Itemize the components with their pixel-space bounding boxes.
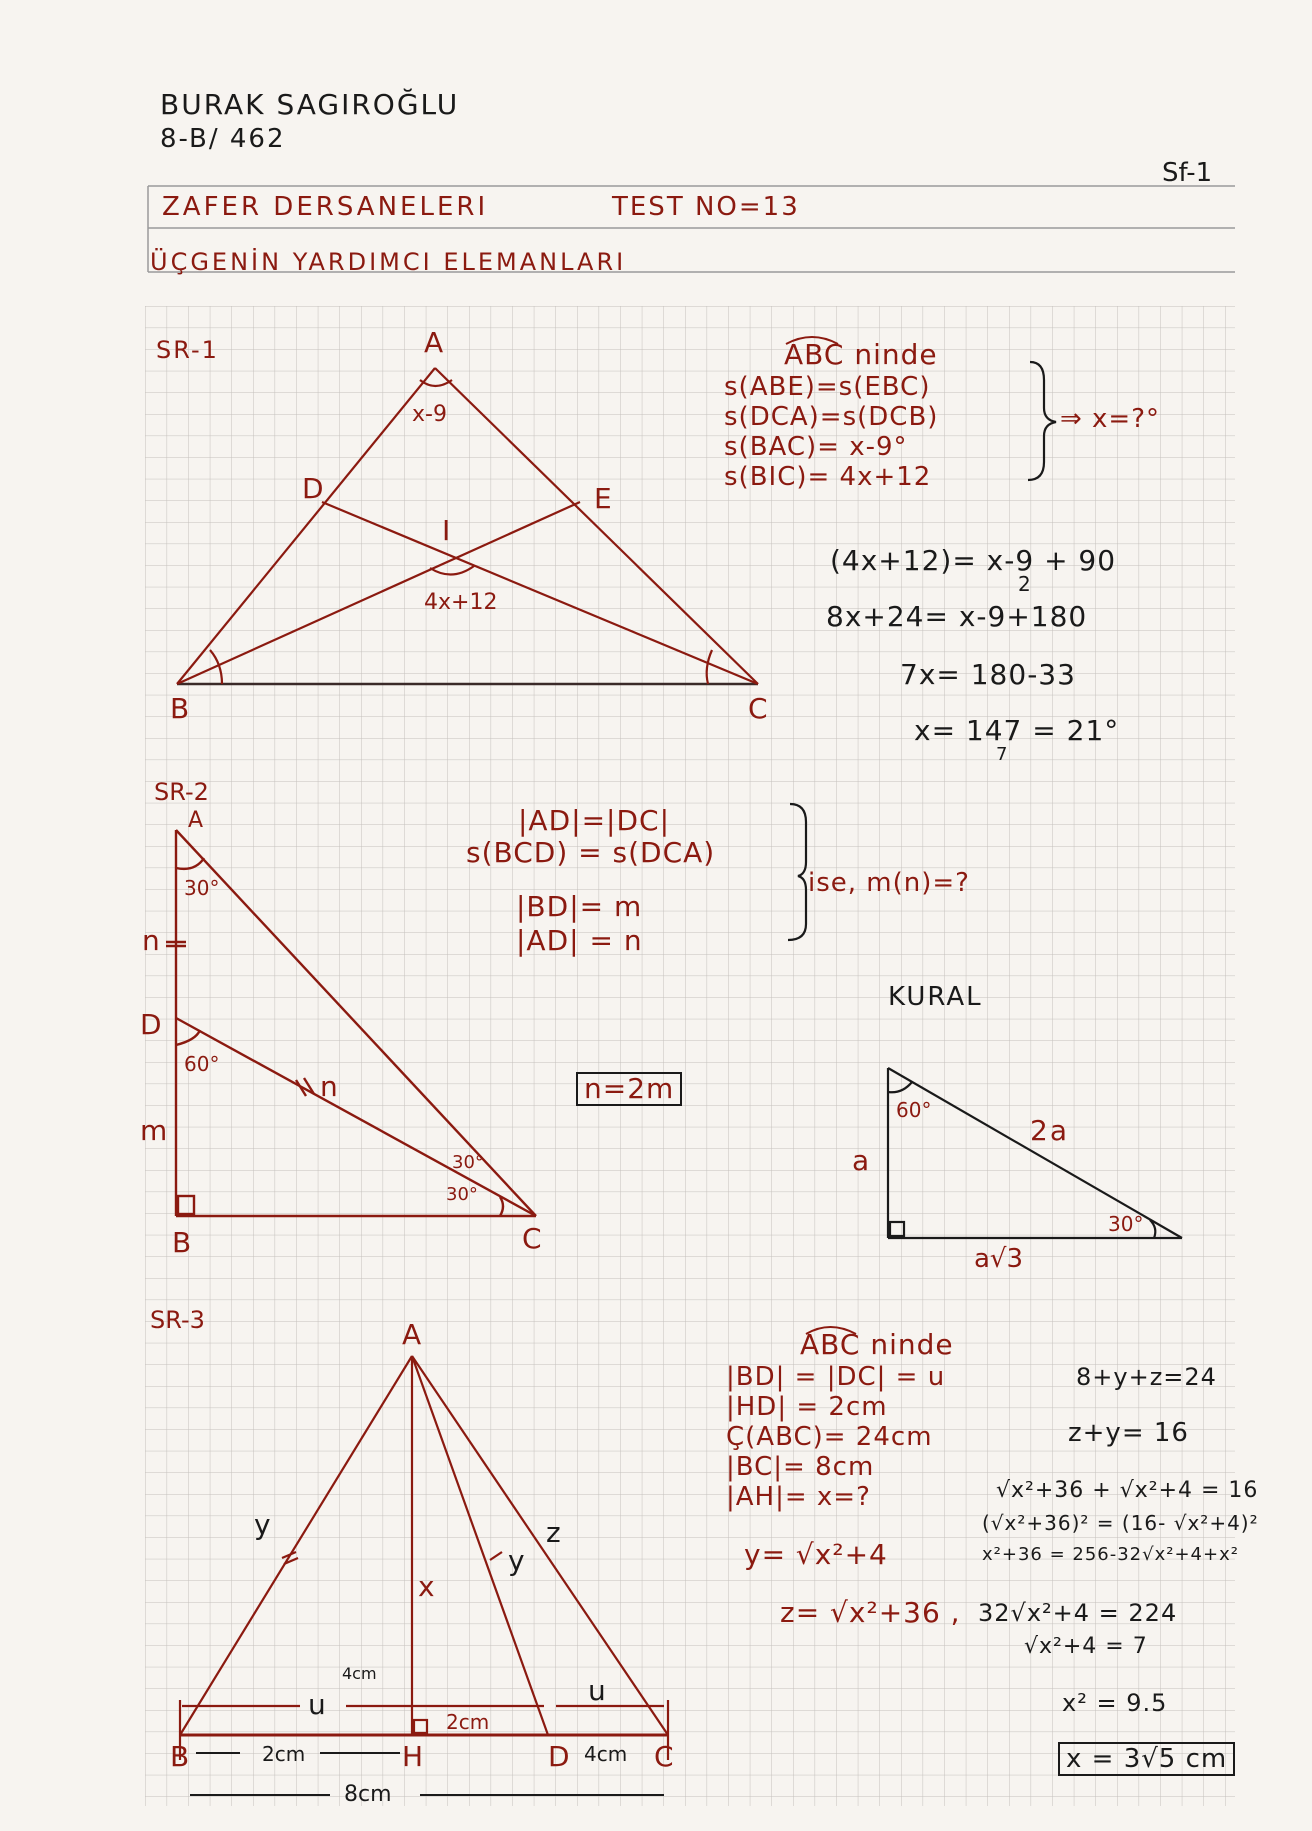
student-name: BURAK SAGIROĞLU bbox=[160, 88, 460, 121]
sr2-vertex-b: B bbox=[172, 1226, 194, 1259]
kural-side-bottom: a√3 bbox=[974, 1244, 1024, 1274]
sr2-side-m: m bbox=[140, 1114, 170, 1147]
sr2-answer: n=2m bbox=[576, 1072, 682, 1106]
sr1-given-2: s(DCA)=s(DCB) bbox=[724, 402, 939, 432]
sr3-given-3: Ç(ABC)= 24cm bbox=[726, 1422, 933, 1452]
sr1-vertex-i: I bbox=[442, 514, 453, 547]
sr3-side-y2: y bbox=[508, 1544, 527, 1577]
sr3-work-z: z= √x²+36 , bbox=[780, 1596, 961, 1629]
sr3-given-2: |HD| = 2cm bbox=[726, 1392, 888, 1422]
sr1-angle-top: x-9 bbox=[412, 402, 447, 427]
sr1-vertex-d: D bbox=[302, 472, 326, 505]
sr3-work-y: y= √x²+4 bbox=[744, 1538, 888, 1571]
sr1-given-title: ABC ninde bbox=[784, 338, 938, 371]
sr2-given-1: |AD|=|DC| bbox=[518, 804, 671, 837]
school-name: ZAFER DERSANELERI bbox=[162, 192, 489, 222]
sr2-vertex-c: C bbox=[522, 1222, 544, 1255]
sr1-vertex-a: A bbox=[424, 326, 446, 359]
sr2-angle-c1: 30° bbox=[452, 1152, 484, 1173]
topic-title: ÜÇGENİN YARDIMCI ELEMANLARI bbox=[150, 248, 627, 276]
sr1-given-4: s(BIC)= 4x+12 bbox=[724, 462, 932, 492]
sr1-given-3: s(BAC)= x-9° bbox=[724, 432, 908, 462]
sr3-seg-hd: 2cm bbox=[446, 1710, 490, 1734]
sr3-side-z: z bbox=[546, 1516, 563, 1549]
sr1-vertex-c: C bbox=[748, 692, 770, 725]
sr1-label: SR-1 bbox=[156, 336, 219, 364]
sr2-ask: ise, m(n)=? bbox=[808, 868, 970, 898]
sr2-angle-a: 30° bbox=[184, 876, 220, 900]
sr2-label: SR-2 bbox=[154, 778, 209, 806]
sr1-step-2: 8x+24= x-9+180 bbox=[826, 600, 1088, 633]
sr1-given-1: s(ABE)=s(EBC) bbox=[724, 372, 931, 402]
sr3-work-r5: x²+36 = 256-32√x²+4+x² bbox=[982, 1544, 1239, 1565]
sr3-seg-u-value: 4cm bbox=[342, 1664, 377, 1683]
kural-title: KURAL bbox=[888, 982, 983, 1012]
sr1-vertex-b: B bbox=[170, 692, 192, 725]
sr3-vertex-h: H bbox=[402, 1740, 426, 1773]
sr3-vertex-d: D bbox=[548, 1740, 572, 1773]
sr2-side-dc: n bbox=[320, 1070, 340, 1103]
sr2-vertex-d: D bbox=[140, 1008, 164, 1041]
page-number: Sf-1 bbox=[1162, 158, 1213, 188]
sr1-ask: ⇒ x=?° bbox=[1060, 404, 1161, 434]
sr3-seg-bh: 2cm bbox=[262, 1742, 306, 1766]
kural-angle-right: 30° bbox=[1108, 1212, 1144, 1236]
sr3-work-r6: 32√x²+4 = 224 bbox=[978, 1599, 1178, 1627]
sr2-given-2: s(BCD) = s(DCA) bbox=[466, 836, 716, 869]
sr3-vertex-c: C bbox=[654, 1740, 676, 1773]
grid-area bbox=[145, 306, 1235, 1806]
sr3-vertex-b: B bbox=[170, 1740, 192, 1773]
kural-angle-top: 60° bbox=[896, 1098, 932, 1122]
sr2-vertex-a: A bbox=[188, 808, 204, 833]
sr3-given-1: |BD| = |DC| = u bbox=[726, 1362, 946, 1392]
sr3-label: SR-3 bbox=[150, 1306, 205, 1334]
sr2-side-n: n bbox=[142, 924, 162, 957]
sr3-work-r7: √x²+4 = 7 bbox=[1024, 1634, 1148, 1659]
sr2-angle-d: 60° bbox=[184, 1052, 220, 1076]
sr3-work-r4: (√x²+36)² = (16- √x²+4)² bbox=[982, 1511, 1259, 1535]
sr3-given-4: |BC|= 8cm bbox=[726, 1452, 875, 1482]
sr3-answer: x = 3√5 cm bbox=[1058, 1742, 1235, 1776]
sr1-angle-center: 4x+12 bbox=[424, 590, 498, 615]
sr2-given-3: |BD|= m bbox=[516, 890, 643, 923]
sr3-work-r2: z+y= 16 bbox=[1068, 1418, 1189, 1448]
sr3-work-r3: √x²+36 + √x²+4 = 16 bbox=[996, 1478, 1259, 1503]
sr1-step-4-denominator: 7 bbox=[996, 744, 1008, 765]
sr1-step-4: x= 147 = 21° bbox=[914, 714, 1120, 747]
sr3-given-title: ABC ninde bbox=[800, 1328, 954, 1361]
sr3-side-x: x bbox=[418, 1570, 437, 1603]
test-number: TEST NO=13 bbox=[612, 192, 800, 222]
sr1-step-1-denominator: 2 bbox=[1018, 572, 1031, 596]
sr1-step-1: (4x+12)= x-9 + 90 bbox=[830, 544, 1117, 577]
sr3-seg-u: u bbox=[308, 1688, 328, 1721]
sr1-vertex-e: E bbox=[594, 482, 614, 515]
sr2-given-4: |AD| = n bbox=[516, 924, 643, 957]
sr3-work-r1: 8+y+z=24 bbox=[1076, 1363, 1217, 1391]
sr3-vertex-a: A bbox=[402, 1318, 424, 1351]
sr3-side-y: y bbox=[254, 1508, 273, 1541]
sr1-step-3: 7x= 180-33 bbox=[900, 658, 1076, 691]
sr2-angle-c2: 30° bbox=[446, 1184, 478, 1205]
sr3-given-5: |AH|= x=? bbox=[726, 1482, 871, 1512]
sr3-work-r8: x² = 9.5 bbox=[1062, 1689, 1168, 1717]
class-number: 8-B/ 462 bbox=[160, 124, 286, 154]
sr3-seg-dc: 4cm bbox=[584, 1742, 628, 1766]
sr3-seg-u2: u bbox=[588, 1674, 608, 1707]
sr3-seg-bc: 8cm bbox=[344, 1782, 392, 1807]
kural-side-hyp: 2a bbox=[1030, 1114, 1069, 1147]
kural-side-left: a bbox=[852, 1144, 872, 1177]
